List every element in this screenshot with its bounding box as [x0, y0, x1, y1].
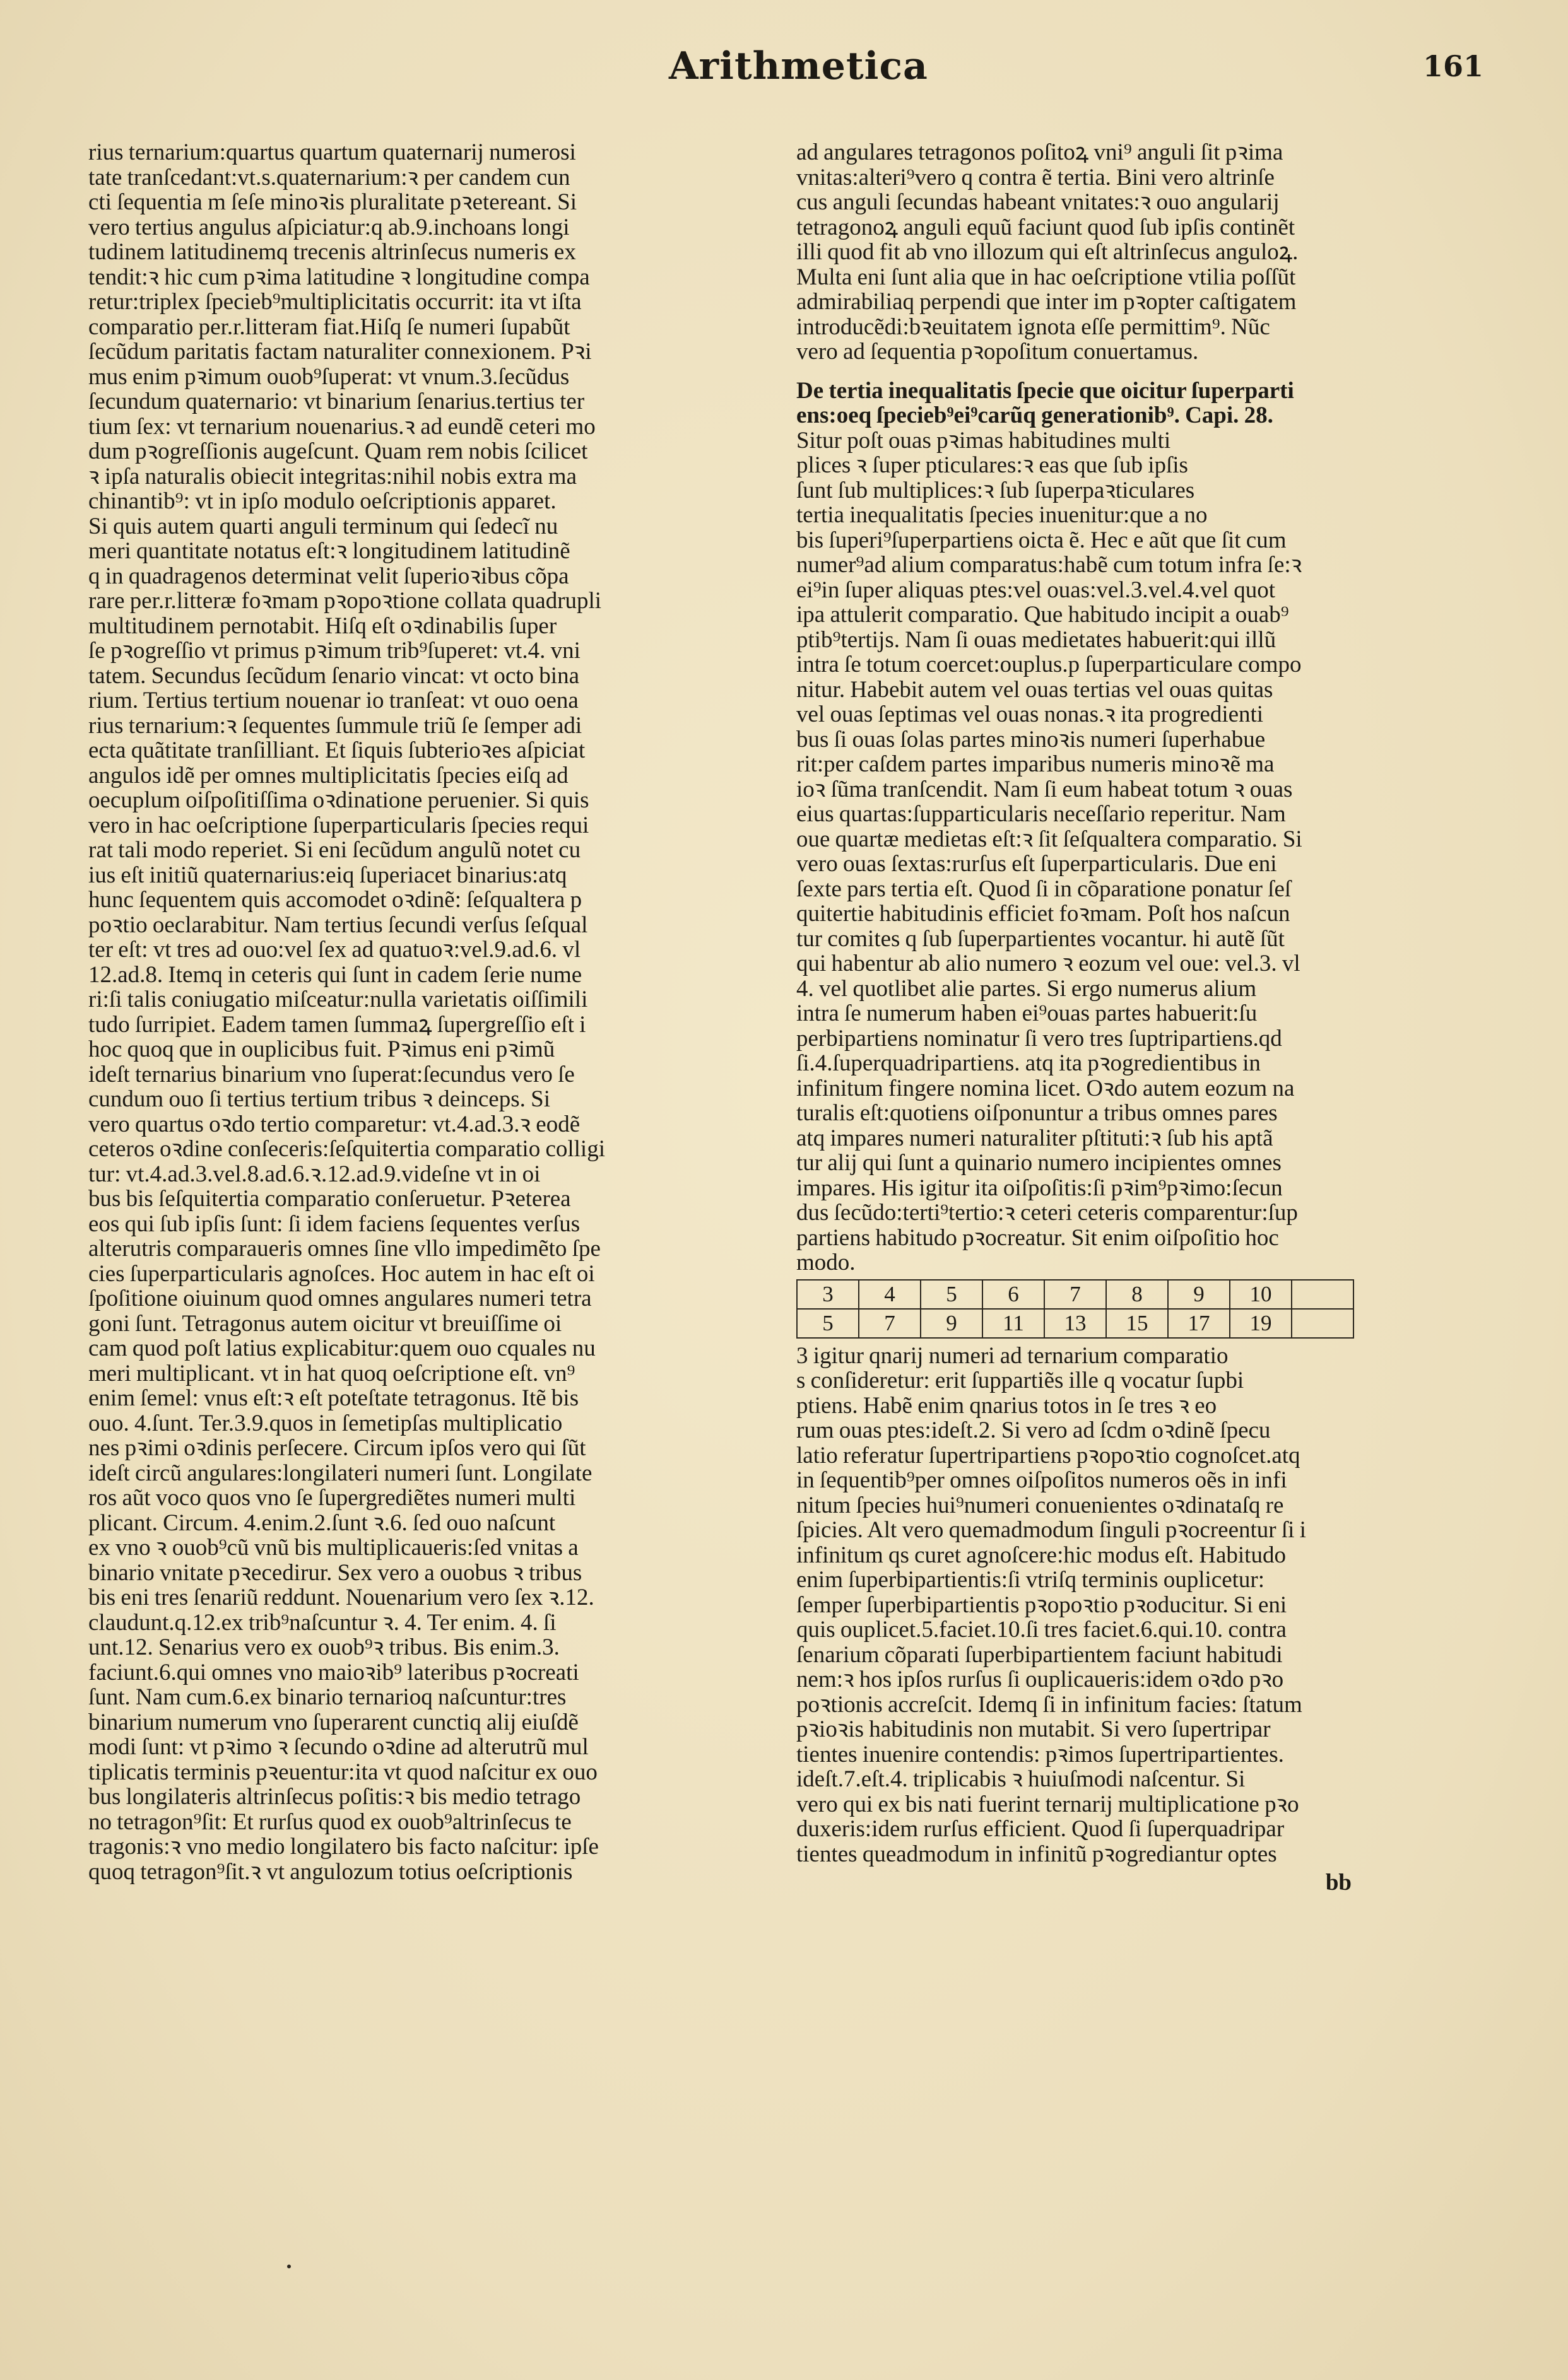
text-line: faciunt.6.qui omnes vno maioꝛib⁹ lateribus pꝛocreati: [88, 1660, 579, 1685]
text-line: ius eſt initiũ quaternarius:eiq ſuperiacet binarius:atq: [88, 862, 567, 888]
text-line: unt.12. Senarius vero ex ouob⁹ꝛ tribus. Bis enim.3.: [88, 1635, 560, 1660]
text-line: tate tranſcedant:vt.s.quaternarium:ꝛ per candem cun: [88, 165, 570, 190]
text-line: tientes queadmodum in infinitũ pꝛogrediantur optes: [796, 1841, 1277, 1867]
table-cell: 13: [1044, 1309, 1106, 1338]
text-line: ſi.4.ſuperquadripartiens. atq ita pꝛogredientibus in: [796, 1051, 1261, 1076]
text-line: meri quantitate notatus eſt:ꝛ longitudinem latitudinẽ: [88, 539, 570, 564]
text-line: pꝛioꝛis habitudinis non mutabit. Si vero ſupertripar: [796, 1717, 1271, 1742]
text-line: ideſt.7.eſt.4. triplicabis ꝛ huiuſmodi naſcentur. Si: [796, 1767, 1246, 1792]
text-line: eos qui ſub ipſis ſunt: ſi idem faciens ſequentes verſus: [88, 1211, 581, 1236]
text-line: illi quod fit ab vno illozum qui eſt altrinſecus anguloꝝ.: [796, 240, 1299, 265]
text-line: introducẽdi:bꝛeuitatem ignota eſſe permittim⁹. Nũc: [796, 314, 1270, 339]
text-line: angulos idẽ per omnes multiplicitatis ſpecies eiſq ad: [88, 763, 569, 788]
text-line: rius ternarium:ꝛ ſequentes ſummule triũ ſe ſemper adi: [88, 713, 582, 738]
text-line: ipa attulerit comparatio. Que habitudo incipit a ouab⁹: [796, 602, 1289, 628]
text-line: rium. Tertius tertium nouenar io tranſeat: vt ouo oena: [88, 688, 579, 713]
text-line: latio referatur ſupertripartiens pꝛopoꝛtio cognoſcet.atq: [796, 1443, 1300, 1468]
text-line: vero ouas ſextas:rurſus eſt ſuperparticularis. Due eni: [796, 852, 1277, 877]
table-cell: 4: [859, 1280, 921, 1309]
text-line: intra ſe numerum haben ei⁹ouas partes habuerit:ſu: [796, 1001, 1258, 1026]
text-line: bus ſi ouas ſolas partes minoꝛis numeri ſuperhabue: [796, 727, 1266, 752]
text-line: alterutris comparaueris omnes ſine vllo impedimẽto ſpe: [88, 1236, 601, 1262]
text-line: 12.ad.8. Itemq in ceteris qui ſunt in cadem ſerie nume: [88, 962, 582, 987]
text-line: tatem. Secundus ſecũdum ſenario vincat: vt octo bina: [88, 663, 580, 688]
text-line: dus ſecũdo:terti⁹tertio:ꝛ ceteri ceteris comparentur:ſup: [796, 1200, 1298, 1226]
text-line: binario vnitate pꝛecedirur. Sex vero a ouobus ꝛ tribus: [88, 1560, 582, 1585]
table-cell: 5: [921, 1280, 982, 1309]
text-line: cundum ouo ſi tertius tertium tribus ꝛ deinceps. Si: [88, 1087, 550, 1112]
text-line: tientes inuenire contendis: pꝛimos ſupertripartientes.: [796, 1742, 1284, 1767]
text-line: ideſt ternarius binarium vno ſuperat:ſecundus vero ſe: [88, 1062, 575, 1087]
text-line: goni ſunt. Tetragonus autem oicitur vt breuiſſime oi: [88, 1311, 562, 1336]
text-line: rit:per caſdem partes imparibus numeris minoꝛẽ ma: [796, 752, 1275, 777]
right-column: [796, 140, 1427, 2247]
text-line: enim ſemel: vnus eſt:ꝛ eſt poteſtate tetragonus. Itẽ bis: [88, 1386, 579, 1411]
text-line: retur:triplex ſpecieb⁹multiplicitatis occurrit: ita vt iſta: [88, 290, 582, 315]
text-line: partiens habitudo pꝛocreatur. Sit enim oiſpoſitio hoc: [796, 1225, 1279, 1250]
text-line: comparatio per.r.litteram fiat.Hiſq ſe numeri ſupabũt: [88, 314, 570, 339]
text-line: poꝛtio oeclarabitur. Nam tertius ſecundi verſus ſeſqual: [88, 912, 588, 937]
table-cell: 7: [859, 1309, 921, 1338]
text-line: tur: vt.4.ad.3.vel.8.ad.6.ꝛ.12.ad.9.videſne vt in oi: [88, 1161, 541, 1187]
text-line: bis eni tres ſenariũ reddunt. Nouenarium vero ſex ꝛ.12.: [88, 1585, 594, 1610]
text-line: nem:ꝛ hos ipſos rurſus ſi ouplicaueris:idem oꝛdo pꝛo: [796, 1667, 1284, 1692]
text-line: intra ſe totum coercet:ouplus.p ſuperparticulare compo: [796, 652, 1302, 677]
right-paragraph-b: [796, 428, 1427, 1275]
table-cell: 9: [921, 1309, 982, 1338]
text-line: binarium numerum vno ſuperarent cunctiq alij eiuſdẽ: [88, 1709, 579, 1735]
text-line: ad angulares tetragonos poſitoꝝ vni⁹ anguli ſit pꝛima: [796, 140, 1283, 165]
right-paragraph-a: [796, 140, 1427, 365]
right-paragraph-c: [796, 1344, 1427, 1867]
text-line: Si quis autem quarti anguli terminum qui ſedecĩ nu: [88, 513, 558, 539]
text-line: dum pꝛogreſſionis augeſcunt. Quam rem nobis ſcilicet: [88, 439, 588, 464]
text-line: oecuplum oiſpoſitiſſima oꝛdinatione peruenier. Si quis: [88, 788, 589, 813]
text-line: modo.: [796, 1250, 856, 1275]
left-column: [88, 140, 719, 2247]
text-line: cus anguli ſecundas habeant vnitates:ꝛ ouo angularij: [796, 190, 1280, 215]
table-cell: 5: [797, 1309, 859, 1338]
text-line: infinitum qs curet agnoſcere:hic modus eſt. Habitudo: [796, 1542, 1286, 1568]
chapter-heading: [796, 378, 1427, 428]
text-line: ouo. 4.ſunt. Ter.3.9.quos in ſemetipſas multiplicatio: [88, 1410, 563, 1436]
text-line: in ſequentib⁹per omnes oiſpoſitos numeros oẽs in infi: [796, 1468, 1287, 1493]
text-line: ri:ſi talis coniugatio miſceatur:nulla varietatis oiſſimili: [88, 987, 588, 1012]
table-cell: [1292, 1309, 1353, 1338]
table-cell: 9: [1168, 1280, 1230, 1309]
text-line: qui habentur ab alio numero ꝛ eozum vel oue: vel.3. vl: [796, 951, 1300, 976]
text-line: ros aũt voco quos vno ſe ſupergrediẽtes numeri multi: [88, 1486, 576, 1511]
text-line: nitum ſpecies hui⁹numeri conuenientes oꝛdinataſq re: [796, 1492, 1284, 1518]
text-line: bis ſuperi⁹ſuperpartiens oicta ẽ. Hec e aũt que ſit cum: [796, 527, 1287, 553]
text-line: no tetragon⁹ſit: Et rurſus quod ex ouob⁹altrinſecus te: [88, 1809, 572, 1834]
text-line: nes pꝛimi oꝛdinis perſecere. Circum ipſos vero qui ſũt: [88, 1436, 586, 1461]
table-cell: 19: [1230, 1309, 1292, 1338]
text-line: ceteros oꝛdine conſeceris:ſeſquitertia comparatio colligi: [88, 1137, 605, 1162]
text-line: modi ſunt: vt pꝛimo ꝛ ſecundo oꝛdine ad alterutrũ mul: [88, 1735, 589, 1760]
text-line: bus longilateris altrinſecus poſitis:ꝛ bis medio tetrago: [88, 1785, 581, 1810]
text-line: De tertia inequalitatis ſpecie que oicitur ſuperparti: [796, 378, 1294, 403]
text-line: eius quartas:ſupparticularis neceſſario reperitur. Nam: [796, 802, 1286, 827]
text-line: vnitas:alteri⁹vero q contra ẽ tertia. Bini vero altrinſe: [796, 165, 1275, 190]
text-line: cies ſuperparticularis agnoſces. Hoc autem in hac eſt oi: [88, 1261, 595, 1286]
text-line: hoc quoq que in ouplicibus fuit. Pꝛimus eni pꝛimũ: [88, 1037, 555, 1062]
text-line: turalis eſt:quotiens oiſponuntur a tribus omnes pares: [796, 1101, 1278, 1126]
text-line: ſe pꝛogreſſio vt primus pꝛimum trib⁹ſuperet: vt.4. vni: [88, 638, 581, 664]
text-line: bus bis ſeſquitertia comparatio conſeruetur. Pꝛeterea: [88, 1187, 571, 1212]
number-table: [796, 1279, 1354, 1339]
text-line: tur alij qui ſunt a quinario numero incipientes omnes: [796, 1151, 1282, 1176]
table-cell: 3: [797, 1280, 859, 1309]
text-line: multitudinem pernotabit. Hiſq eſt oꝛdinabilis ſuper: [88, 613, 557, 638]
text-line: ſpicies. Alt vero quemadmodum ſinguli pꝛocreentur ſi i: [796, 1518, 1306, 1543]
running-title: Arithmetica: [669, 44, 928, 88]
text-line: quis ouplicet.5.faciet.10.ſi tres faciet.6.qui.10. contra: [796, 1617, 1287, 1643]
text-line: tendit:ꝛ hic cum pꝛima latitudine ꝛ longitudine compa: [88, 264, 590, 290]
text-line: ſunt ſub multiplices:ꝛ ſub ſuperpaꝛticulares: [796, 478, 1195, 503]
text-line: tudinem latitudinemq trecenis altrinſecus numeris ex: [88, 240, 576, 265]
text-line: tium ſex: vt ternarium nouenarius.ꝛ ad eundẽ ceteri mo: [88, 414, 596, 439]
text-line: vero ad ſequentia pꝛopoſitum conuertamus.: [796, 339, 1199, 365]
text-line: plices ꝛ ſuper pticulares:ꝛ eas que ſub ipſis: [796, 453, 1188, 478]
table-cell: 7: [1044, 1280, 1106, 1309]
text-line: perbipartiens nominatur ſi vero tres ſuptripartiens.qd: [796, 1026, 1282, 1051]
table-cell: 17: [1168, 1309, 1230, 1338]
text-line: tertia inequalitatis ſpecies inuenitur:que a no: [796, 503, 1208, 528]
text-line: ens:oeq ſpecieb⁹ei⁹carũq generationib⁹. Capi. 28.: [796, 403, 1273, 428]
text-line: tiplicatis terminis pꝛeuentur:ita vt quod naſcitur ex ouo: [88, 1759, 598, 1785]
text-line: tur comites q ſub ſuperpartientes vocantur. hi autẽ ſũt: [796, 926, 1285, 951]
text-line: ſecũdum paritatis factam naturaliter connexionem. Pꝛi: [88, 339, 592, 365]
text-line: ideſt circũ angulares:longilateri numeri ſunt. Longilate: [88, 1460, 592, 1486]
table-row: [797, 1280, 1353, 1309]
text-line: ptiens. Habẽ enim qnarius totos in ſe tres ꝛ eo: [796, 1393, 1217, 1418]
table-cell: 15: [1106, 1309, 1168, 1338]
text-line: meri multiplicant. vt in hat quoq oeſcriptione eſt. vn⁹: [88, 1361, 575, 1386]
text-line: mus enim pꝛimum ouob⁹ſuperat: vt vnum.3.ſecũdus: [88, 364, 570, 389]
text-line: quitertie habitudinis efficiet foꝛmam. Poſt hos naſcun: [796, 901, 1290, 927]
text-line: ꝛ ipſa naturalis obiecit integritas:nihil nobis extra ma: [88, 464, 577, 489]
ink-mark: [287, 2265, 291, 2268]
text-line: tetragonoꝝ anguli equũ faciunt quod ſub ipſis continẽt: [796, 214, 1295, 240]
text-line: q in quadragenos determinat velit ſuperioꝛibus cõpa: [88, 563, 569, 589]
text-line: nitur. Habebit autem vel ouas tertias vel ouas quitas: [796, 677, 1273, 702]
text-line: Situr poſt ouas pꝛimas habitudines multi: [796, 428, 1171, 453]
text-line: tragonis:ꝛ vno medio longilatero bis facto naſcitur: ipſe: [88, 1834, 599, 1860]
text-line: rare per.r.litteræ foꝛmam pꝛopoꝛtione collata quadrupli: [88, 589, 602, 614]
catchword: bb: [1325, 1870, 1352, 1896]
text-line: infinitum fingere nomina licet. Oꝛdo autem eozum na: [796, 1076, 1295, 1101]
table-cell: [1292, 1280, 1353, 1309]
text-line: rius ternarium:quartus quartum quaternarij numerosi: [88, 140, 576, 165]
text-line: ſemper ſuperbipartientis pꝛopoꝛtio pꝛoducitur. Si eni: [796, 1592, 1287, 1617]
text-line: rat tali modo reperiet. Si eni ſecũdum angulũ notet cu: [88, 838, 581, 863]
text-line: claudunt.q.12.ex trib⁹naſcuntur ꝛ. 4. Ter enim. 4. ſi: [88, 1610, 557, 1635]
text-line: ſenarium cõparati ſuperbipartientem faciunt habitudi: [796, 1642, 1283, 1667]
text-line: admirabiliaq perpendi que inter im pꝛopter caſtigatem: [796, 290, 1297, 315]
text-line: 3 igitur qnarij numeri ad ternarium comparatio: [796, 1343, 1229, 1368]
text-line: plicant. Circum. 4.enim.2.ſunt ꝛ.6. ſed ouo naſcunt: [88, 1510, 556, 1535]
text-line: duxeris:idem rurſus efficient. Quod ſi ſuperquadripar: [796, 1817, 1285, 1842]
table-cell: 11: [982, 1309, 1044, 1338]
text-line: impares. His igitur ita oiſpoſitis:ſi pꝛim⁹pꝛimo:ſecun: [796, 1175, 1283, 1200]
text-line: vero qui ex bis nati fuerint ternarij multiplicatione pꝛo: [796, 1791, 1299, 1817]
text-line: ſpoſitione oiuinum quod omnes angulares numeri tetra: [88, 1286, 592, 1311]
text-line: Multa eni ſunt alia que in hac oeſcriptione vtilia poſſũt: [796, 264, 1296, 290]
text-line: ex vno ꝛ ouob⁹cũ vnũ bis multiplicaueris:ſed vnitas a: [88, 1535, 579, 1561]
text-line: ptib⁹tertijs. Nam ſi ouas medietates habuerit:qui illũ: [796, 627, 1276, 652]
text-line: enim ſuperbipartientis:ſi vtriſq terminis ouplicetur:: [796, 1568, 1265, 1593]
text-line: vero tertius angulus aſpiciatur:q ab.9.inchoans longi: [88, 214, 570, 240]
text-line: s conſideretur: erit ſuppartiẽs ille q vocatur ſupbi: [796, 1368, 1244, 1393]
number-table-wrap: [796, 1279, 1427, 1339]
text-line: chinantib⁹: vt in ipſo modulo oeſcriptionis apparet.: [88, 489, 557, 514]
table-cell: 6: [982, 1280, 1044, 1309]
text-line: rum ouas ptes:ideſt.2. Si vero ad ſcdm oꝛdinẽ ſpecu: [796, 1418, 1271, 1443]
text-line: ei⁹in ſuper aliquas ptes:vel ouas:vel.3.vel.4.vel quot: [796, 577, 1276, 602]
text-line: vero quartus oꝛdo tertio comparetur: vt.4.ad.3.ꝛ eodẽ: [88, 1111, 581, 1137]
text-line: hunc ſequentem quis accomodet oꝛdinẽ: ſeſqualtera p: [88, 888, 582, 913]
text-line: ecta quãtitate tranſilliant. Et ſiquis ſubterioꝛes aſpiciat: [88, 738, 586, 763]
text-line: cti ſequentia m ſeſe minoꝛis pluralitate pꝛetereant. Si: [88, 190, 577, 215]
text-line: ter eſt: vt tres ad ouo:vel ſex ad quatuoꝛ:vel.9.ad.6. vl: [88, 937, 581, 963]
text-line: ſexte pars tertia eſt. Quod ſi in cõparatione ponatur ſeſ: [796, 876, 1292, 901]
text-line: atq impares numeri naturaliter pſtituti:ꝛ ſub his aptã: [796, 1125, 1273, 1151]
table-cell: 8: [1106, 1280, 1168, 1309]
text-line: ſecundum quaternario: vt binarium ſenarius.tertius ter: [88, 389, 585, 414]
text-line: ſunt. Nam cum.6.ex binario ternarioq naſcuntur:tres: [88, 1685, 567, 1710]
table-row: [797, 1309, 1353, 1338]
folio-number: 161: [1423, 49, 1484, 83]
text-line: cam quod poſt latius explicabitur:quem ouo cquales nu: [88, 1336, 596, 1361]
text-line: ioꝛ ſũma tranſcendit. Nam ſi eum habeat totum ꝛ ouas: [796, 777, 1293, 802]
text-line: numer⁹ad alium comparatus:habẽ cum totum infra ſe:ꝛ: [796, 553, 1302, 578]
text-line: vero in hac oeſcriptione ſuperparticularis ſpecies requi: [88, 812, 589, 838]
text-line: tudo ſurripiet. Eadem tamen ſummaꝝ ſupergreſſio eſt i: [88, 1012, 586, 1037]
text-line: poꝛtionis accreſcit. Idemq ſi in infinitum facies: ſtatum: [796, 1692, 1302, 1717]
text-line: vel ouas ſeptimas vel ouas nonas.ꝛ ita progredienti: [796, 702, 1264, 727]
table-cell: 10: [1230, 1280, 1292, 1309]
text-line: quoq tetragon⁹ſit.ꝛ vt angulozum totius oeſcriptionis: [88, 1859, 573, 1884]
text-line: 4. vel quotlibet alie partes. Si ergo numerus alium: [796, 976, 1257, 1001]
text-line: oue quartæ medietas eſt:ꝛ ſit ſeſqualtera comparatio. Si: [796, 826, 1302, 852]
